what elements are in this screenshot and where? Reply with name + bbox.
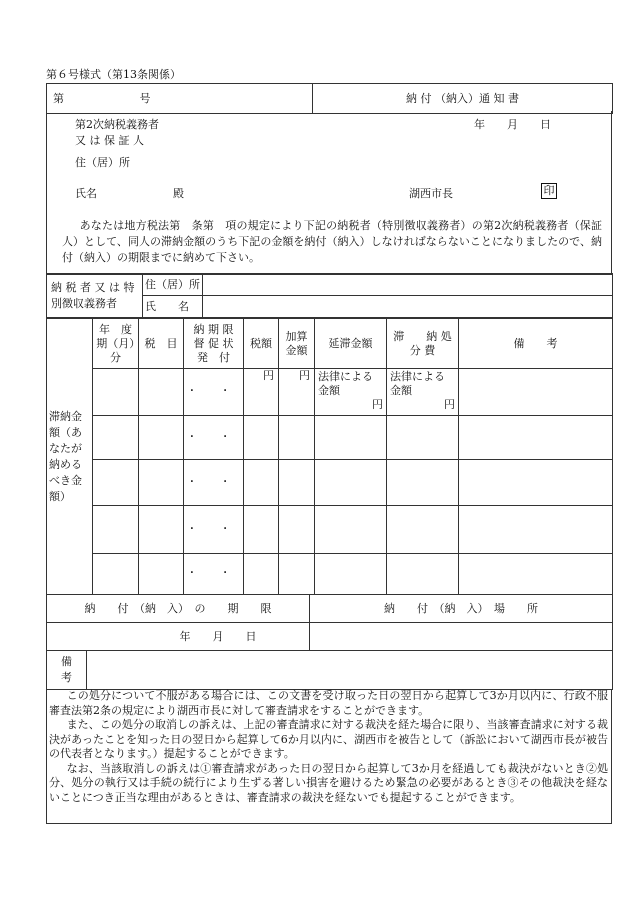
payment-place-label: 納 付 （納 入） 場 所 [310, 595, 613, 623]
number-prefix: 第 [53, 91, 64, 105]
col-deadline: 納 期 限 督 促 状 発 付 [184, 319, 244, 369]
issuer-name: 湖西市長 [409, 187, 453, 200]
taxpayer-address-value [203, 274, 613, 296]
law-amount-text: 法律による 金額 [318, 370, 373, 397]
table-row [47, 416, 613, 460]
date-dots: ・ ・ [184, 460, 244, 506]
col-tax-item: 税 目 [139, 319, 184, 369]
number-suffix: 号 [139, 91, 151, 105]
yen-unit: 円 [372, 398, 383, 411]
date-dots: ・ ・ [184, 506, 244, 554]
appeal-notice [46, 689, 612, 824]
seal-mark: 印 [541, 183, 557, 199]
col-delinquency: 延滞金額 [315, 319, 387, 369]
yen-unit: 円 [244, 369, 279, 416]
law-amount-text: 法律による 金額 [390, 370, 445, 397]
payment-place-value [310, 623, 613, 651]
date-dots: ・ ・ [184, 369, 244, 416]
table-row [47, 554, 613, 595]
col-disposal-fee: 滞 納 処 分 費 [387, 319, 459, 369]
appeal-paragraph-2: また、この処分の取消しの訴えは、上記の審査請求に対する裁決を経た場合に限り、当該審査請求に対する裁決があったことを知った日の翌日から起算して6か月以内に、湖西市を被告として（訴訟において湖西市長が被告の代表者となります。）提起することができます。 [49, 718, 608, 760]
col-year: 年 度 期（月）分 [93, 319, 139, 369]
notice-block [46, 111, 612, 275]
remarks-label: 備 考 [47, 651, 87, 690]
payment-deadline-value: 年 月 日 [47, 623, 310, 651]
payment-deadline-label: 納 付 （納 入） の 期 限 [47, 595, 310, 623]
addressee-line1: 第2次納税義務者 [75, 118, 159, 131]
delinquent-amount-label: 滞納金額（あなたが納めるべき金額） [47, 319, 93, 595]
name-label: 氏名 [75, 187, 97, 200]
remarks-table [46, 650, 613, 690]
col-surcharge: 加算 金額 [279, 319, 315, 369]
addressee-line2: 又 は 保 証 人 [75, 134, 144, 147]
yen-unit: 円 [444, 398, 455, 411]
delinquency-cell [315, 369, 387, 416]
date-dots: ・ ・ [184, 416, 244, 460]
table-row [47, 460, 613, 506]
col-tax-amount: 税額 [244, 319, 279, 369]
table-row [47, 369, 613, 416]
appeal-paragraph-3: なお、当該取消しの訴えは①審査請求があった日の翌日から起算して3か月を経過しても裁決がないとき②処分、処分の執行又は手続の続行により生ずる著しい損害を避けるため緊急の必要があるとき③その他裁決を経ないことにつき正当な理由があるときは、審査請求の裁決を経ないでも提起することができます。 [49, 761, 608, 804]
taxpayer-address-label: 住（居）所 [143, 274, 203, 296]
issue-date: 年 月 日 [474, 118, 551, 131]
taxpayer-table [46, 273, 613, 318]
address-label: 住（居）所 [75, 156, 130, 169]
payment-table [46, 594, 613, 651]
date-dots: ・ ・ [184, 554, 244, 595]
notice-number-cell [47, 84, 313, 114]
col-remarks: 備 考 [459, 319, 613, 369]
remarks-value [87, 651, 613, 690]
honorific: 殿 [173, 187, 184, 200]
document-title: 納 付 （納入）通 知 書 [313, 84, 613, 114]
taxpayer-label: 納 税 者 又 は 特別徴収義務者 [47, 274, 143, 318]
form-caption: 第６号様式（第13条関係） [46, 68, 181, 81]
taxpayer-name-value [203, 296, 613, 318]
delinquency-table [46, 318, 613, 595]
taxpayer-name-label: 氏 名 [143, 296, 203, 318]
disposal-fee-cell [387, 369, 459, 416]
notice-body: あなたは地方税法第 条第 項の規定により下記の納税者（特別徴収義務者）の第2次納税義務者（保証人）として、同人の滞納金額のうち下記の金額を納付（納入）しなければならないことになりましたので、納付（納入）の期限までに納めて下さい。 [62, 219, 602, 264]
appeal-paragraph-1: この処分について不服がある場合には、この文書を受け取った日の翌日から起算して3か月以内に、行政不服審査法第2条の規定により湖西市長に対して審査請求をすることができます。 [49, 689, 608, 717]
table-row [47, 506, 613, 554]
header-table [46, 83, 613, 114]
yen-unit: 円 [279, 369, 315, 416]
